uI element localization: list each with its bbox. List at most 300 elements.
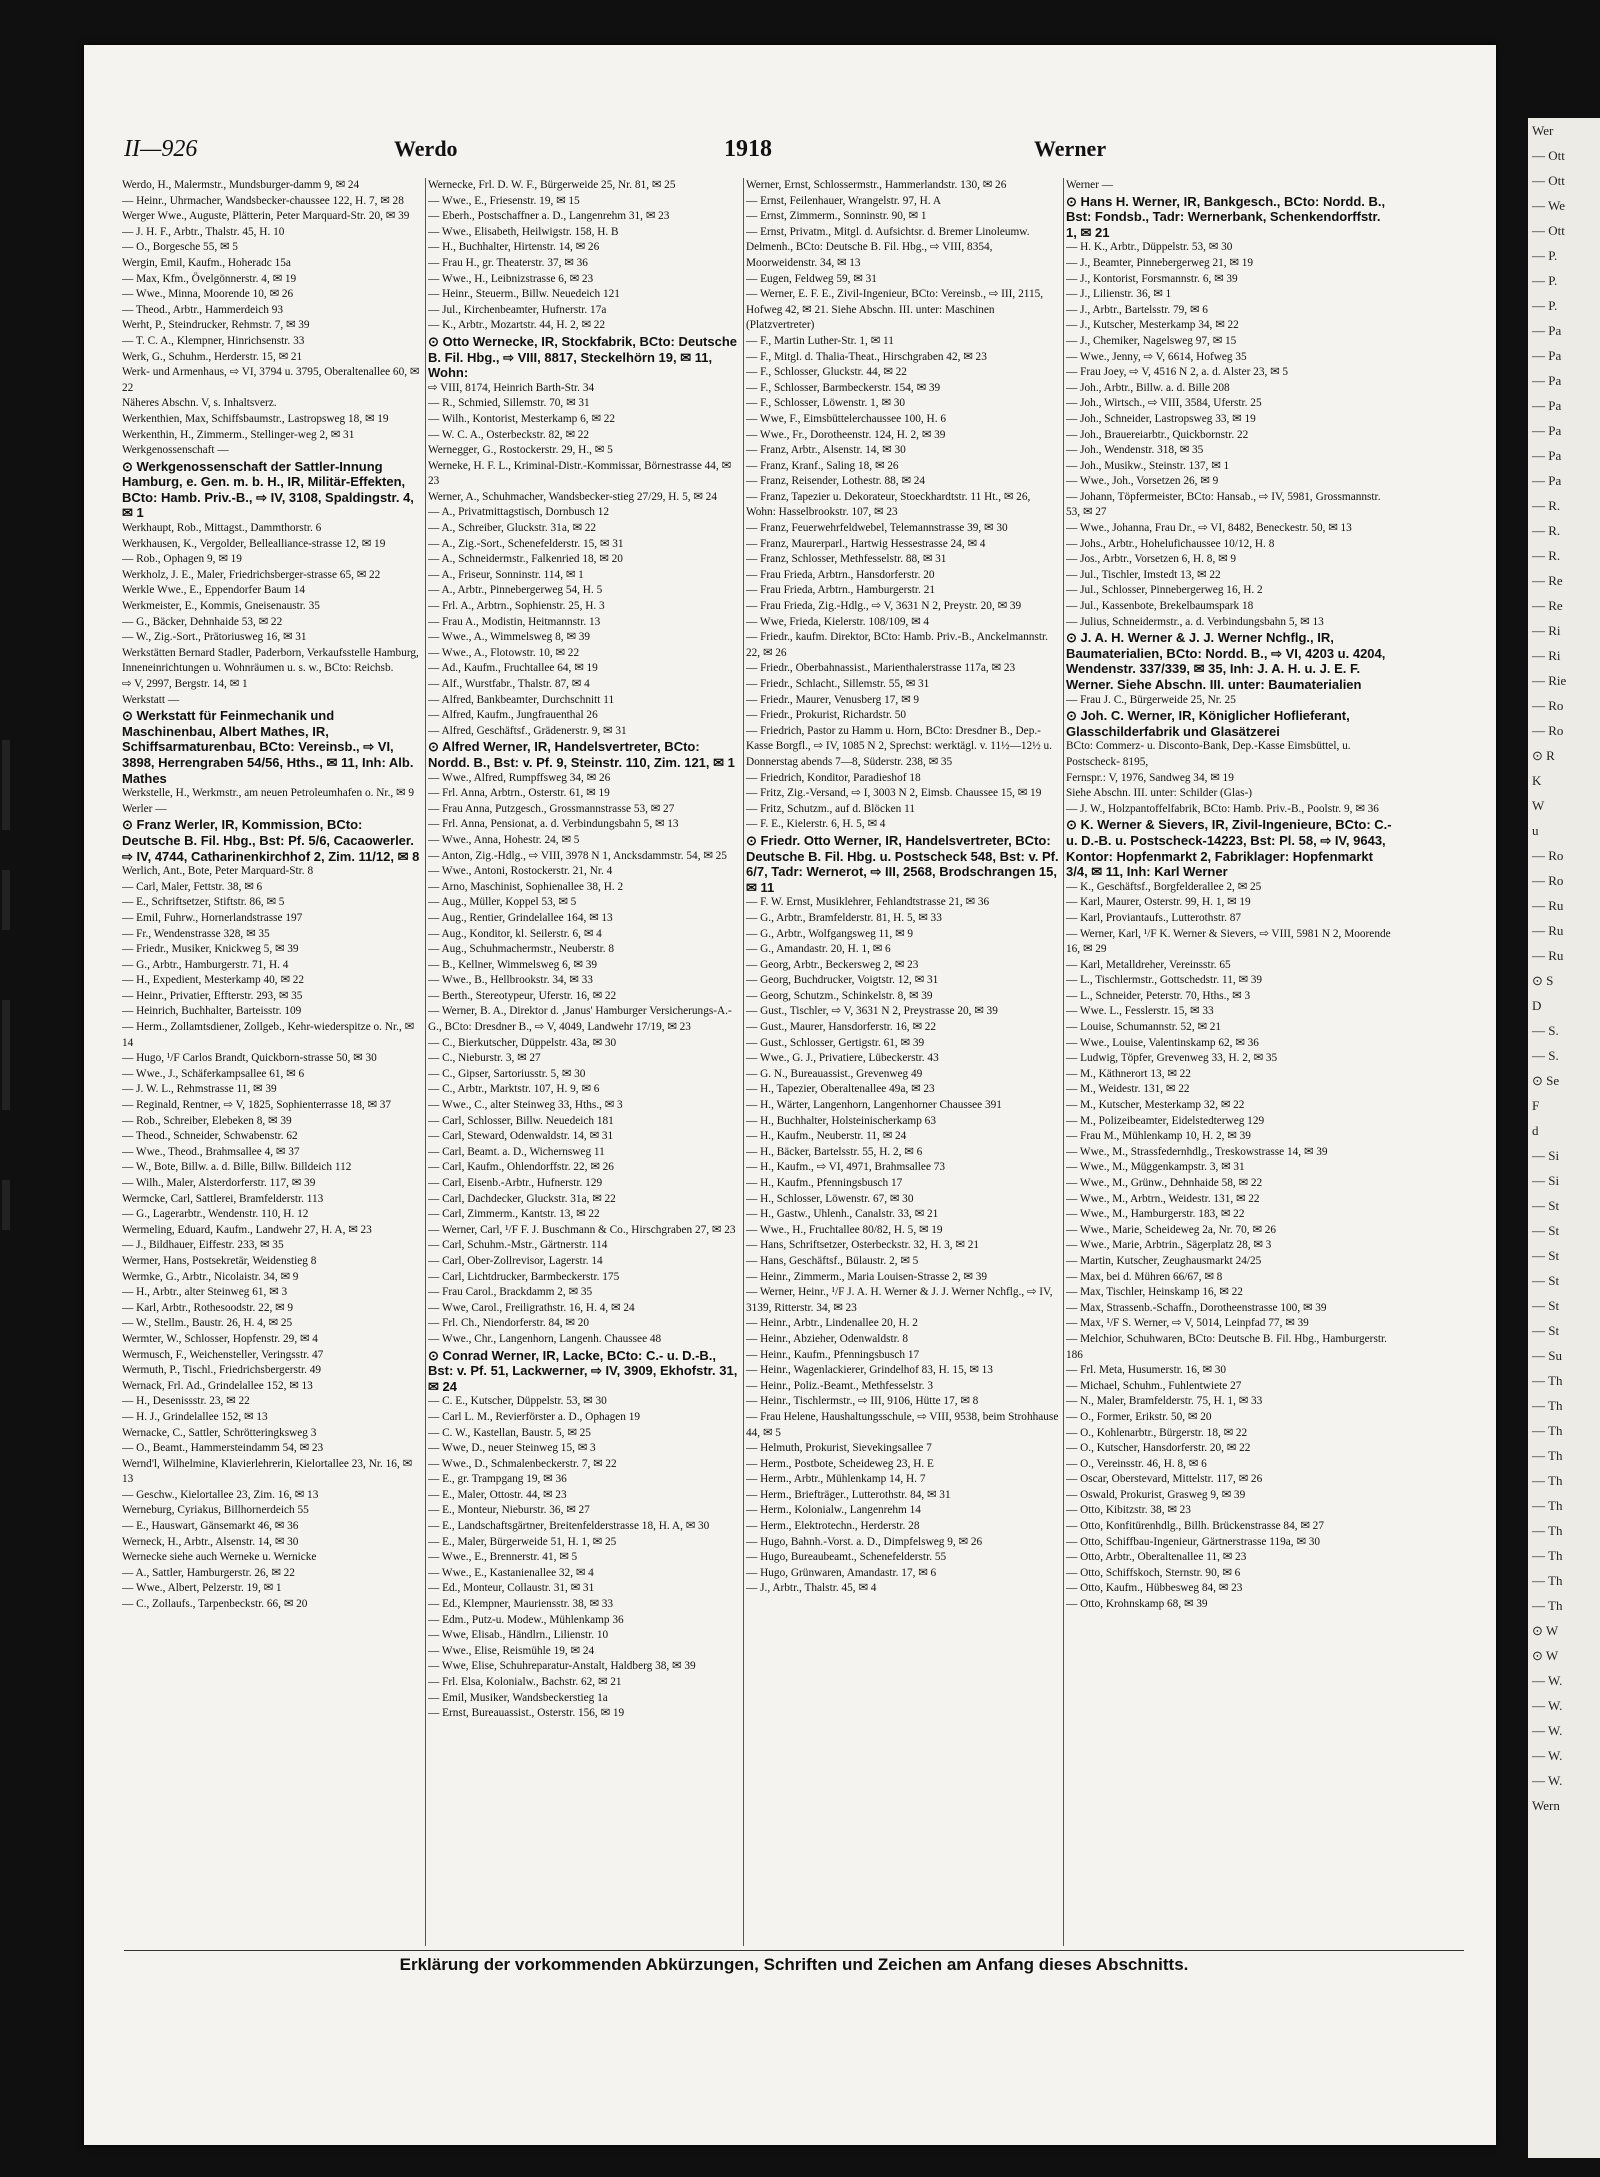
directory-entry: — Heinr., Wagenlackierer, Grindelhof 83, H. 15, ✉ 13	[746, 1364, 993, 1377]
directory-entry: — Wwe., Chr., Langenhorn, Langenh. Chaussee 48	[428, 1332, 662, 1345]
column-1	[122, 178, 424, 1948]
directory-entry: — Joh., Brauereiarbtr., Quickbornstr. 22	[1066, 428, 1249, 441]
directory-entry: — Friedr., Schlacht., Sillemstr. 55, ✉ 31	[746, 678, 930, 690]
directory-entry: — Karl, Proviantaufs., Lutterothstr. 87	[1066, 911, 1242, 924]
directory-entry: — Herm., Elektrotechn., Herderstr. 28	[746, 1520, 920, 1533]
directory-entry: — Wwe., M., Strassfedernhdlg., Treskowstrasse 14, ✉ 39	[1066, 1145, 1328, 1158]
directory-entry: — J., Kontorist, Forsmannstr. 6, ✉ 39	[1066, 272, 1238, 285]
footer-rule	[124, 1950, 1464, 1951]
adjacent-page-fragment: — W.	[1532, 1773, 1563, 1788]
adjacent-page-fragment: — Su	[1532, 1348, 1562, 1363]
directory-entry: — Melchior, Schuhwaren, BCto: Deutsche B. Fil. Hbg., Hamburgerstr. 186	[1066, 1332, 1387, 1361]
directory-entry: — A., Friseur, Sonninstr. 114, ✉ 1	[428, 568, 584, 581]
directory-entry: — O., Vereinsstr. 46, H. 8, ✉ 6	[1066, 1457, 1207, 1470]
directory-entry: Werkstelle, H., Werkmstr., am neuen Petroleumhafen o. Nr., ✉ 9	[122, 787, 414, 800]
directory-entry: — Frau Anna, Putzgesch., Grossmannstrasse 53, ✉ 27	[428, 802, 675, 815]
directory-entry: — J., Arbtr., Bartelsstr. 79, ✉ 6	[1066, 303, 1208, 316]
directory-entry: — E., gr. Trampgang 19, ✉ 36	[428, 1473, 567, 1486]
adjacent-page-fragment: Wern	[1532, 1798, 1560, 1813]
directory-entry: — Carl, Eisenb.-Arbtr., Hufnerstr. 129	[428, 1177, 603, 1189]
directory-entry: Werneke, H. F. L., Kriminal-Distr.-Kommissar, Börnestrasse 44, ✉ 23	[428, 459, 732, 488]
directory-entry: — F. W. Ernst, Musiklehrer, Fehlandtstrasse 21, ✉ 36	[746, 896, 990, 909]
adjacent-page-fragment: — We	[1532, 198, 1566, 213]
adjacent-page-fragment: — Ro	[1532, 848, 1564, 863]
directory-entry: — Frl. Ch., Niendorferstr. 84, ✉ 20	[428, 1317, 590, 1330]
directory-entry: — A., Privatmittagstisch, Dornbusch 12	[428, 506, 610, 519]
directory-entry: — Johs., Arbtr., Hohelufichaussee 10/12, H. 8	[1066, 537, 1275, 550]
directory-entry: — Wwe., Fr., Dorotheenstr. 124, H. 2, ✉ 39	[746, 428, 946, 441]
directory-entry: — J., Lilienstr. 36, ✉ 1	[1066, 288, 1172, 301]
directory-entry: Werkhaupt, Rob., Mittagst., Dammthorstr. 6	[122, 522, 322, 535]
directory-entry: — J., Arbtr., Thalstr. 45, ✉ 4	[746, 1582, 877, 1595]
directory-entry: — Otto, Konfitürenhdlg., Billh. Brückenstrasse 84, ✉ 27	[1066, 1520, 1324, 1533]
directory-entry: — Fr., Wendenstrasse 328, ✉ 35	[122, 927, 270, 940]
directory-entry: — Ernst, Privatm., Mitgl. d. Aufsichtsr. d. Bremer Linoleumw. Delmenh., BCto: Deutsche B. Fil. Hbg., ⇨ VIII, 8354,	[746, 225, 1030, 254]
directory-entry: — Frau H., gr. Theaterstr. 37, ✉ 36	[428, 256, 588, 269]
directory-entry: ⊙ Otto Wernecke, IR, Stockfabrik, BCto: Deutsche B. Fil. Hbg., ⇨ VIII, 8817, Steckelhörn 19, ✉ 11, Wohn:	[428, 333, 737, 381]
column-divider	[425, 178, 426, 1946]
directory-entry: — Carl, Lichtdrucker, Barmbeckerstr. 175	[428, 1270, 620, 1283]
binding-edge-marks	[0, 700, 14, 1400]
adjacent-page-fragment: ⊙ R	[1532, 748, 1555, 763]
adjacent-page-fragment: — Th	[1532, 1573, 1563, 1588]
adjacent-page-fragment: — W.	[1532, 1748, 1563, 1763]
directory-entry: — Wwe., Albert, Pelzerstr. 19, ✉ 1	[122, 1582, 282, 1595]
directory-entry: — Frl. Anna, Arbtrn., Osterstr. 61, ✉ 19	[428, 787, 610, 800]
directory-entry: — Wwe., B., Hellbrookstr. 34, ✉ 33	[428, 974, 593, 987]
directory-entry: — N., Maler, Bramfelderstr. 75, H. 1, ✉ 33	[1066, 1395, 1263, 1408]
directory-entry: — Heinr., Zimmerm., Maria Louisen-Strasse 2, ✉ 39	[746, 1270, 988, 1283]
directory-entry: Wermuth, P., Tischl., Friedrichsbergerstr. 49	[122, 1364, 322, 1377]
directory-entry: — Wwe., Jenny, ⇨ V, 6614, Hofweg 35	[1066, 350, 1247, 363]
directory-entry: — Jul., Tischler, Imstedt 13, ✉ 22	[1066, 568, 1221, 581]
directory-entry: — Frl. Meta, Husumerstr. 16, ✉ 30	[1066, 1364, 1227, 1377]
adjacent-page-fragment: — Pa	[1532, 323, 1562, 338]
directory-entry: — G., Arbtr., Hamburgerstr. 71, H. 4	[122, 958, 289, 971]
directory-entry: — Wwe., Marie, Scheideweg 2a, Nr. 70, ✉ 26	[1066, 1223, 1277, 1236]
directory-entry: — G., Amandastr. 20, H. 1, ✉ 6	[746, 943, 891, 956]
directory-entry: Näheres Abschn. V, s. Inhaltsverz.	[122, 397, 277, 410]
adjacent-page-fragment: F	[1532, 1098, 1540, 1113]
directory-entry: — Wwe, Elisab., Händlrn., Lilienstr. 10	[428, 1629, 609, 1642]
directory-entry: Werkholz, J. E., Maler, Friedrichsberger-strasse 65, ✉ 22	[122, 568, 381, 581]
directory-entry: — Gust., Schlosser, Gertigstr. 61, ✉ 39	[746, 1036, 925, 1049]
directory-entry: — Karl, Maurer, Osterstr. 99, H. 1, ✉ 19	[1066, 896, 1251, 909]
directory-entry: — Ed., Klempner, Mauriensstr. 38, ✉ 33	[428, 1598, 614, 1611]
directory-entry: — Franz, Arbtr., Alsenstr. 14, ✉ 30	[746, 444, 906, 457]
directory-entry: — Franz, Schlosser, Methfesselstr. 88, ✉ 31	[746, 553, 947, 566]
adjacent-page-fragment: u	[1532, 823, 1539, 838]
directory-entry: ⊙ Hans H. Werner, IR, Bankgesch., BCto: Nordd. B., Bst: Fondsb., Tadr: Wernerbank, Schenkendorffstr. 1, ✉ 21	[1066, 193, 1386, 240]
adjacent-page-fragment: — S.	[1532, 1048, 1559, 1063]
directory-entry: ⊙ Joh. C. Werner, IR, Königlicher Hoflieferant, Glasschilderfabrik und Glasätzerei	[1066, 708, 1350, 739]
directory-entry: — E., Hauswart, Gänsemarkt 46, ✉ 36	[122, 1520, 299, 1533]
directory-entry: — W., Bote, Billw. a. d. Bille, Billw. Billdeich 112	[122, 1161, 352, 1174]
directory-entry: — Carl, Steward, Odenwaldstr. 14, ✉ 31	[428, 1130, 614, 1143]
adjacent-page-fragment: Wer	[1532, 123, 1554, 138]
adjacent-page-fragment: — Pa	[1532, 423, 1562, 438]
directory-entry: — Frau Frieda, Zig.-Hdlg., ⇨ V, 3631 N 2, Preystr. 20, ✉ 39	[746, 600, 1022, 613]
directory-entry: — Aug., Rentier, Grindelallee 164, ✉ 13	[428, 911, 613, 924]
adjacent-page-fragment: — Th	[1532, 1373, 1563, 1388]
directory-entry: — Fritz, Schutzm., auf d. Blöcken 11	[746, 802, 916, 815]
directory-entry: — Oscar, Oberstevard, Mittelstr. 117, ✉ 26	[1066, 1473, 1263, 1486]
directory-entry: — Oswald, Prokurist, Grasweg 9, ✉ 39	[1066, 1488, 1246, 1501]
adjacent-page-fragment: — R.	[1532, 523, 1561, 538]
directory-entry: — Werner, Carl, ¹/F F. J. Buschmann & Co., Hirschgraben 27, ✉ 23	[428, 1223, 736, 1236]
directory-entry: — Friedr., Prokurist, Richardstr. 50	[746, 709, 907, 722]
directory-entry: — Wwe, Elise, Schuhreparatur-Anstalt, Haldberg 38, ✉ 39	[428, 1660, 696, 1673]
directory-entry: — M., Polizeibeamter, Eidelstedterweg 129	[1066, 1114, 1265, 1127]
adjacent-page-fragment: — P.	[1532, 248, 1558, 263]
adjacent-page-fragment: — Ott	[1532, 173, 1565, 188]
directory-entry: — H. K., Arbtr., Düppelstr. 53, ✉ 30	[1066, 241, 1233, 254]
directory-entry: — Heinr., Steuerm., Billw. Neuedeich 121	[428, 288, 620, 301]
directory-entry: — Julius, Schneidermstr., a. d. Verbindungsbahn 5, ✉ 13	[1066, 615, 1324, 628]
directory-entry: — Heinrich, Buchhalter, Barteisstr. 109	[122, 1005, 302, 1018]
directory-entry: Werht, P., Steindrucker, Rehmstr. 7, ✉ 39	[122, 319, 310, 332]
directory-entry: — Wwe., E., Brennerstr. 41, ✉ 5	[428, 1551, 578, 1564]
directory-entry: — Aug., Müller, Koppel 53, ✉ 5	[428, 896, 577, 909]
directory-entry: — Wwe., M., Müggenkampstr. 3, ✉ 31	[1066, 1161, 1245, 1174]
adjacent-page-fragment: — Ro	[1532, 698, 1564, 713]
directory-entry: — Wwe, Frieda, Kielerstr. 108/109, ✉ 4	[746, 615, 930, 628]
directory-entry: — Gust., Maurer, Hansdorferstr. 16, ✉ 22	[746, 1021, 937, 1034]
directory-entry: — Hugo, ¹/F Carlos Brandt, Quickborn-strasse 50, ✉ 30	[122, 1052, 377, 1065]
adjacent-page-fragment: — Ru	[1532, 923, 1564, 938]
directory-entry: — B., Kellner, Wimmelsweg 6, ✉ 39	[428, 958, 597, 971]
adjacent-page-fragment: — St	[1532, 1273, 1560, 1288]
directory-entry: — Berth., Stereotypeur, Uferstr. 16, ✉ 22	[428, 989, 617, 1002]
directory-entry: Wernd'l, Wilhelmine, Klavierlehrerin, Kielortallee 23, Nr. 16, ✉ 13	[122, 1457, 413, 1486]
adjacent-page-fragment: — St	[1532, 1323, 1560, 1338]
directory-entry: — Karl, Arbtr., Rothesoodstr. 22, ✉ 9	[122, 1301, 294, 1314]
directory-entry: — Georg, Schutzm., Schinkelstr. 8, ✉ 39	[746, 989, 933, 1002]
column-4	[1066, 178, 1394, 1948]
directory-entry: — Carl, Schlosser, Billw. Neuedeich 181	[428, 1114, 614, 1127]
directory-entry: — Emil, Musiker, Wandsbeckerstieg 1a	[428, 1691, 608, 1704]
directory-entry: — C., Zollaufs., Tarpenbeckstr. 66, ✉ 20	[122, 1598, 308, 1611]
directory-entry: BCto: Commerz- u. Disconto-Bank, Dep.-Kasse Eimsbüttel, u. Postscheck- 8195,	[1066, 740, 1351, 768]
adjacent-page-fragment: — P.	[1532, 298, 1558, 313]
directory-entry: — J., Chemiker, Nagelsweg 97, ✉ 15	[1066, 334, 1237, 347]
directory-entry: — Frl. A., Arbtrn., Sophienstr. 25, H. 3	[428, 600, 605, 613]
directory-entry: ⊙ Franz Werler, IR, Kommission, BCto: Deutsche B. Fil. Hbg., Bst: Pf. 5/6, Cacaowerler. ⇨ IV, 4744, Catharinenkirchhof 2, Zim. 11/12, ✉ 8	[122, 817, 420, 864]
adjacent-page-fragment: — Rie	[1532, 673, 1567, 688]
directory-entry: — Friedrich, Konditor, Paradieshof 18	[746, 771, 921, 784]
directory-entry: — Ernst, Feilenhauer, Wrangelstr. 97, H. A	[746, 194, 941, 207]
directory-entry: — Rob., Ophagen 9, ✉ 19	[122, 553, 242, 566]
directory-entry: — Ludwig, Töpfer, Grevenweg 33, H. 2, ✉ 35	[1066, 1052, 1278, 1065]
directory-entry: — T. C. A., Klempner, Hinrichsenstr. 33	[122, 334, 305, 347]
directory-entry: — H., Kaufm., Neuberstr. 11, ✉ 24	[746, 1130, 907, 1143]
directory-entry: — Ernst, Bureauassist., Osterstr. 156, ✉ 19	[428, 1707, 625, 1720]
directory-entry: — Wwe. L., Fesslerstr. 15, ✉ 33	[1066, 1005, 1214, 1018]
adjacent-page-fragment: — W.	[1532, 1673, 1563, 1688]
directory-entry: — Max, Kfm., Övelgönnerstr. 4, ✉ 19	[122, 272, 297, 285]
directory-entry: — Otto, Schiffbau-Ingenieur, Gärtnerstrasse 119a, ✉ 30	[1066, 1535, 1321, 1548]
directory-entry: — Fritz, Zig.-Versand, ⇨ I, 3003 N 2, Eimsb. Chaussee 15, ✉ 19	[746, 787, 1042, 800]
directory-entry: — Wwe., C., alter Steinweg 33, Hths., ✉ 3	[428, 1099, 623, 1112]
directory-entry: Wermer, Hans, Postsekretär, Weidenstieg 8	[122, 1254, 317, 1267]
directory-entry: — Anton, Zig.-Hdlg., ⇨ VIII, 3978 N 1, Ancksdammstr. 54, ✉ 25	[428, 849, 727, 862]
adjacent-page-edge	[1528, 118, 1600, 2158]
directory-entry: — Wwe, D., neuer Steinweg 15, ✉ 3	[428, 1442, 596, 1455]
directory-entry: — J., Kutscher, Mesterkamp 34, ✉ 22	[1066, 319, 1239, 332]
column-divider	[743, 178, 744, 1946]
directory-entry: — E., Monteur, Nieburstr. 36, ✉ 27	[428, 1504, 590, 1517]
adjacent-page-fragment: — Si	[1532, 1173, 1560, 1188]
directory-entry: — Wwe., Elisabeth, Heilwigstr. 158, H. B	[428, 225, 619, 238]
directory-entry: Werler —	[122, 802, 167, 815]
directory-entry: ⇨ VIII, 8174, Heinrich Barth-Str. 34	[428, 381, 595, 394]
directory-entry: ⊙ Conrad Werner, IR, Lacke, BCto: C.- u. D.-B., Bst: v. Pf. 51, Lackwerner, ⇨ IV, 3909, Ekhofstr. 31, ✉ 24	[428, 1347, 738, 1394]
adjacent-page-fragment: — Ro	[1532, 873, 1564, 888]
directory-entry: — Herm., Postbote, Scheideweg 23, H. E	[746, 1457, 934, 1470]
directory-entry: — Wwe., Anna, Hohestr. 24, ✉ 5	[428, 833, 580, 846]
directory-entry: — Georg, Arbtr., Beckersweg 2, ✉ 23	[746, 958, 919, 971]
directory-entry: — Wilh., Kontorist, Mesterkamp 6, ✉ 22	[428, 412, 616, 425]
directory-entry: Werk, G., Schuhm., Herderstr. 15, ✉ 21	[122, 350, 303, 363]
directory-entry: Werkenthin, H., Zimmerm., Stellinger-weg 2, ✉ 31	[122, 428, 355, 441]
directory-entry: — Werner, Karl, ¹/F K. Werner & Sievers, ⇨ VIII, 5981 N 2, Moorende 16, ✉ 29	[1066, 927, 1391, 956]
directory-entry: — Ad., Kaufm., Fruchtallee 64, ✉ 19	[428, 662, 598, 675]
directory-entry: — Werner, E. F. E., Zivil-Ingenieur, BCto: Vereinsb., ⇨ III, 2115, Hofweg 42, ✉ 21. Siehe Abschn. III. unter: Maschinen (Platzvertreter)	[746, 288, 1044, 332]
directory-entry: — Joh., Wendenstr. 318, ✉ 35	[1066, 444, 1204, 457]
directory-entry: — Wwe., Louise, Valentinskamp 62, ✉ 36	[1066, 1036, 1259, 1049]
directory-entry: Wermusch, F., Weichensteller, Veringsstr. 47	[122, 1348, 324, 1361]
adjacent-page-fragment: — Th	[1532, 1448, 1563, 1463]
directory-entry: — Wwe., D., Schmalenbeckerstr. 7, ✉ 22	[428, 1457, 617, 1470]
directory-entry: — Franz, Feuerwehrfeldwebel, Telemannstrasse 39, ✉ 30	[746, 522, 1008, 535]
adjacent-page-fragment: — Pa	[1532, 348, 1562, 363]
footer-note: Erklärung der vorkommenden Abkürzungen, Schriften und Zeichen am Anfang dieses Abschnitts.	[399, 1955, 1189, 1974]
directory-entry: — H., Buchhalter, Holsteinischerkamp 63	[746, 1114, 936, 1127]
directory-entry: — Frau Helene, Haushaltungsschule, ⇨ VIII, 9538, beim Strohhause 44, ✉ 5	[746, 1410, 1059, 1439]
directory-entry: — Hans, Geschäftsf., Bülaustr. 2, ✉ 5	[746, 1254, 919, 1267]
directory-entry: — Herm., Kolonialw., Langenrehm 14	[746, 1504, 921, 1517]
directory-entry: — Franz, Reisender, Lothestr. 88, ✉ 24	[746, 475, 926, 488]
directory-entry: Werdo, H., Malermstr., Mundsburger-damm 9, ✉ 24	[122, 179, 360, 191]
directory-entry: — C., Nieburstr. 3, ✉ 27	[428, 1052, 541, 1065]
directory-entry: — A., Schneidermstr., Falkenried 18, ✉ 20	[428, 553, 623, 566]
directory-entry: — G. N., Bureauassist., Grevenweg 49	[746, 1067, 923, 1080]
directory-entry: — Wilh., Maler, Alsterdorferstr. 117, ✉ 39	[122, 1177, 316, 1189]
directory-entry: — Carl, Zimmerm., Kantstr. 13, ✉ 22	[428, 1208, 600, 1221]
directory-entry: Wernecke, Frl. D. W. F., Bürgerweide 25, Nr. 81, ✉ 25	[428, 179, 676, 191]
directory-entry: — Otto, Arbtr., Oberaltenallee 11, ✉ 23	[1066, 1551, 1247, 1564]
adjacent-page-fragment: — Ro	[1532, 723, 1564, 738]
directory-entry: ⊙ K. Werner & Sievers, IR, Zivil-Ingenieure, BCto: C.- u. D.-B. u. Postscheck-14223, Bst: Pl. 58, ⇨ IV, 9643, Kontor: Hopfenmarkt 2, Fabriklager: Hopfenmarkt 3/4, ✉ 11, Inh: Karl Werner	[1066, 817, 1392, 880]
directory-entry: — Friedr., Oberbahnassist., Marienthalerstrasse 117a, ✉ 23	[746, 662, 1016, 675]
adjacent-page-fragment: — Ru	[1532, 948, 1564, 963]
directory-entry: — A., Zig.-Sort., Schenefelderstr. 15, ✉ 31	[428, 537, 624, 550]
directory-entry: — H., Wärter, Langenhorn, Langenhorner Chaussee 391	[746, 1099, 1002, 1112]
directory-entry: — Hans, Schriftsetzer, Osterbeckstr. 32, H. 3, ✉ 21	[746, 1239, 980, 1252]
directory-entry: — Wwe., M., Grünw., Dehnhaide 58, ✉ 22	[1066, 1177, 1263, 1189]
directory-entry: — Wwe., Theod., Brahmsallee 4, ✉ 37	[122, 1145, 300, 1158]
directory-entry: — W., Zig.-Sort., Prätoriusweg 16, ✉ 31	[122, 631, 307, 644]
directory-entry: — Heinr., Kaufm., Pfenningsbusch 17	[746, 1348, 920, 1361]
directory-entry: — Wwe., H., Fruchtallee 80/82, H. 5, ✉ 19	[746, 1223, 943, 1236]
adjacent-page-fragment: — Pa	[1532, 398, 1562, 413]
directory-entry: — H. J., Grindelallee 152, ✉ 13	[122, 1410, 268, 1423]
directory-entry: — F., Schlosser, Barmbeckerstr. 154, ✉ 39	[746, 381, 941, 394]
directory-entry: — Aug., Schuhmachermstr., Neuberstr. 8	[428, 943, 615, 956]
directory-entry: — O., Kutscher, Hansdorferstr. 20, ✉ 22	[1066, 1442, 1251, 1455]
directory-entry: — W. C. A., Osterbeckstr. 82, ✉ 22	[428, 428, 590, 441]
running-header	[124, 136, 1462, 172]
directory-entry: — C., Gipser, Sartoriusstr. 5, ✉ 30	[428, 1067, 586, 1080]
directory-entry: — O., Former, Erikstr. 50, ✉ 20	[1066, 1410, 1212, 1423]
directory-entry: — O., Beamt., Hammersteindamm 54, ✉ 23	[122, 1442, 324, 1455]
directory-entry: — G., Lagerarbtr., Wendenstr. 110, H. 12	[122, 1208, 309, 1221]
directory-entry: — Herm., Briefträger., Lutterothstr. 84, ✉ 31	[746, 1488, 951, 1501]
directory-entry: — A., Arbtr., Pinnebergerweg 54, H. 5	[428, 584, 603, 597]
adjacent-page-fragment: — Th	[1532, 1548, 1563, 1563]
directory-entry: — F., Mitgl. d. Thalia-Theat., Hirschgraben 42, ✉ 23	[746, 350, 987, 363]
directory-entry: — H., Bäcker, Bartelsstr. 55, H. 2, ✉ 6	[746, 1145, 923, 1158]
adjacent-page-fragment: — Ott	[1532, 148, 1565, 163]
directory-entry: — H., Kaufm., Pfenningsbusch 17	[746, 1177, 903, 1189]
directory-entry: Werkhausen, K., Vergolder, Bellealliance-strasse 12, ✉ 19	[122, 537, 386, 550]
directory-entry: — Carl, Dachdecker, Gluckstr. 31a, ✉ 22	[428, 1192, 616, 1205]
directory-entry: — Wwe., J., Schäferkampsallee 61, ✉ 6	[122, 1067, 305, 1080]
adjacent-page-fragment: ⊙ Se	[1532, 1073, 1560, 1088]
directory-entry: — M., Käthnerort 13, ✉ 22	[1066, 1067, 1191, 1080]
directory-entry: — Heinr., Tischlermstr., ⇨ III, 9106, Hütte 17, ✉ 8	[746, 1395, 979, 1408]
directory-entry: — Jul., Kassenbote, Brekelbaumspark 18	[1066, 600, 1254, 613]
directory-entry: Werk- und Armenhaus, ⇨ VI, 3794 u. 3795, Oberaltenallee 60, ✉ 22	[122, 366, 420, 394]
directory-entry: — H., Buchhalter, Hirtenstr. 14, ✉ 26	[428, 241, 600, 254]
directory-entry: — Gust., Tischler, ⇨ V, 3631 N 2, Preystrasse 20, ✉ 39	[746, 1005, 998, 1018]
adjacent-page-fragment: — P.	[1532, 273, 1558, 288]
directory-entry: — F. E., Kielerstr. 6, H. 5, ✉ 4	[746, 818, 886, 831]
directory-entry: — Max, ¹/F S. Werner, ⇨ V, 5014, Leinpfad 77, ✉ 39	[1066, 1317, 1309, 1330]
directory-entry: Fernspr.: V, 1976, Sandweg 34, ✉ 19	[1066, 771, 1234, 784]
adjacent-page-fragment: W	[1532, 798, 1545, 813]
adjacent-page-fragment: K	[1532, 773, 1542, 788]
directory-entry: — Carl, Schuhm.-Mstr., Gärtnerstr. 114	[428, 1239, 608, 1252]
adjacent-page-fragment: — Th	[1532, 1598, 1563, 1613]
adjacent-page-fragment: — Ru	[1532, 898, 1564, 913]
adjacent-page-fragment: — Pa	[1532, 448, 1562, 463]
directory-entry: — C. W., Kastellan, Baustr. 5, ✉ 25	[428, 1426, 591, 1439]
directory-entry: — Jul., Schlosser, Pinnebergerweg 16, H. 2	[1066, 584, 1263, 597]
directory-entry: — Max, Tischler, Heinskamp 16, ✉ 22	[1066, 1286, 1243, 1299]
adjacent-page-fragment: — W.	[1532, 1723, 1563, 1738]
directory-entry: — Friedrich, Pastor zu Hamm u. Horn, BCto: Dresdner B., Dep.-Kasse Borgfl., ⇨ IV, 1085 N 2, Sprechst: werktägl. v. 11½—12½ u. Donnerstag abends 7—8, Süderstr. 238, ✉ 35	[746, 724, 1052, 768]
directory-entry: — Wwe., A., Wimmelsweg 8, ✉ 39	[428, 631, 591, 644]
directory-entry: — Franz, Maurerparl., Hartwig Hessestrasse 24, ✉ 4	[746, 537, 986, 550]
directory-entry: ⊙ Alfred Werner, IR, Handelsvertreter, BCto: Nordd. B., Bst: v. Pf. 9, Steinstr. 110, Zim. 121, ✉ 1	[428, 739, 735, 770]
directory-entry: — Frl. Elsa, Kolonialw., Bachstr. 62, ✉ 21	[428, 1676, 622, 1688]
directory-entry: — Reginald, Rentner, ⇨ V, 1825, Sophienterrasse 18, ✉ 37	[122, 1099, 392, 1112]
directory-entry: — Frl. Anna, Pensionat, a. d. Verbindungsbahn 5, ✉ 13	[428, 818, 679, 831]
directory-entry: — Johann, Töpfermeister, BCto: Hansab., ⇨ IV, 5981, Grossmannstr. 53, ✉ 27	[1066, 490, 1381, 519]
directory-entry: — Theod., Schneider, Schwabenstr. 62	[122, 1130, 298, 1143]
directory-entry: — Frau M., Mühlenkamp 10, H. 2, ✉ 39	[1066, 1130, 1251, 1143]
directory-entry: — Wwe, F., Eimsbüttelerchaussee 100, H. 6	[746, 412, 946, 425]
directory-entry: — Alfred, Geschäftsf., Grädenerstr. 9, ✉ 31	[428, 724, 627, 737]
directory-entry: Werkenthien, Max, Schiffsbaumstr., Lastropsweg 18, ✉ 19	[122, 412, 389, 425]
adjacent-page-fragment: d	[1532, 1123, 1539, 1138]
directory-entry: — Carl, Beamt. a. D., Wichernsweg 11	[428, 1145, 605, 1158]
directory-entry: — H., Kaufm., ⇨ VI, 4971, Brahmsallee 73	[746, 1161, 946, 1174]
directory-entry: — C., Bierkutscher, Düppelstr. 43a, ✉ 30	[428, 1036, 617, 1049]
directory-entry: ⊙ J. A. H. Werner & J. J. Werner Nchflg., IR, Baumaterialien, BCto: Nordd. B., ⇨ VI, 4203 u. 4204, Wendenstr. 337/339, ✉ 35, Inh: J. A. H. u. J. E. F. Werner. Siehe Abschn. III. unter: Baumaterialien	[1066, 630, 1386, 692]
directory-entry: — Frau Frieda, Arbtrn., Hamburgerstr. 21	[746, 584, 935, 597]
directory-entry: — J., Beamter, Pinnebergerweg 21, ✉ 19	[1066, 256, 1254, 269]
directory-entry: — E., Maler, Ottostr. 44, ✉ 23	[428, 1488, 567, 1501]
directory-entry: — Carl, Maler, Fettstr. 38, ✉ 6	[122, 880, 263, 893]
directory-entry: — Alfred, Kaufm., Jungfrauenthal 26	[428, 709, 598, 722]
directory-entry: — Werner, Heinr., ¹/F J. A. H. Werner & J. J. Werner Nchflg., ⇨ IV, 3139, Ritterstr. 34, ✉ 23	[746, 1286, 1053, 1314]
directory-entry: — Heinr., Poliz.-Beamt., Methfesselstr. 3	[746, 1379, 933, 1392]
directory-entry: — Michael, Schuhm., Fuhlentwiete 27	[1066, 1379, 1242, 1392]
directory-entry: Werkstätten Bernard Stadler, Paderborn, Verkaufsstelle Hamburg, Inneneinrichtungen u. Wohnräumen u. s. w., BCto: Reichsb.	[122, 646, 419, 675]
directory-entry: — Wwe., M., Hamburgerstr. 183, ✉ 22	[1066, 1208, 1245, 1221]
directory-entry: — Ed., Monteur, Collaustr. 31, ✉ 31	[428, 1582, 595, 1595]
directory-entry: — Max, bei d. Mühren 66/67, ✉ 8	[1066, 1270, 1223, 1283]
directory-entry: — G., Bäcker, Dehnhaide 53, ✉ 22	[122, 615, 283, 628]
directory-entry: — Wwe., Alfred, Rumpffsweg 34, ✉ 26	[428, 771, 611, 784]
adjacent-page-fragment: — Th	[1532, 1398, 1563, 1413]
directory-entry: — Franz, Kranf., Saling 18, ✉ 26	[746, 459, 899, 472]
directory-entry: Werkmeister, E., Kommis, Gneisenaustr. 35	[122, 600, 320, 613]
adjacent-page-fragment: — Re	[1532, 598, 1563, 613]
directory-entry: — Wwe., A., Flotowstr. 10, ✉ 22	[428, 646, 580, 659]
directory-entry: — F., Schlosser, Löwenstr. 1, ✉ 30	[746, 397, 906, 410]
directory-entry: — W., Stellm., Baustr. 26, H. 4, ✉ 25	[122, 1317, 293, 1330]
directory-entry: — Arno, Maschinist, Sophienallee 38, H. 2	[428, 880, 624, 893]
directory-entry: — Wwe., M., Arbtrn., Weidestr. 131, ✉ 22	[1066, 1192, 1260, 1205]
adjacent-page-fragment: — Ri	[1532, 623, 1561, 638]
directory-entry: — H., Gastw., Uhlenh., Canalstr. 33, ✉ 21	[746, 1208, 939, 1221]
directory-entry: — Otto, Kaufm., Hübbesweg 84, ✉ 23	[1066, 1582, 1243, 1595]
directory-entry: — J., Bildhauer, Eiffestr. 233, ✉ 35	[122, 1239, 284, 1252]
directory-entry: — M., Weidestr. 131, ✉ 22	[1066, 1083, 1190, 1096]
directory-entry: — Frau A., Modistin, Heitmannstr. 13	[428, 615, 601, 628]
directory-entry: — J. H. F., Arbtr., Thalstr. 45, H. 10	[122, 225, 285, 238]
directory-entry: — Carl, Ober-Zollrevisor, Lagerstr. 14	[428, 1254, 603, 1267]
adjacent-page-fragment: ⊙ W	[1532, 1648, 1559, 1663]
directory-entry: — Joh., Wirtsch., ⇨ VIII, 3584, Uferstr. 25	[1066, 397, 1262, 410]
directory-entry: — H., Desenissstr. 23, ✉ 22	[122, 1395, 250, 1408]
directory-entry: — Heinr., Arbtr., Lindenallee 20, H. 2	[746, 1317, 918, 1330]
adjacent-page-fragment: — Si	[1532, 1148, 1560, 1163]
directory-entry: — K., Geschäftsf., Borgfelderallee 2, ✉ 25	[1066, 880, 1262, 893]
directory-entry: Werner, Ernst, Schlossermstr., Hammerlandstr. 130, ✉ 26	[746, 179, 1007, 191]
directory-entry: — Frau Frieda, Arbtrn., Hansdorferstr. 20	[746, 568, 935, 581]
adjacent-page-fragment: — Ott	[1532, 223, 1565, 238]
directory-entry: ⊙ Werkstatt für Feinmechanik und Maschinenbau, Albert Mathes, IR, Schiffsarmaturenbau, BCto: Vereinsb., ⇨ VI, 3898, Herrengraben 54/56, Hths., ✉ 11, Inh: Alb. Mathes	[122, 708, 414, 786]
directory-entry: — O., Borgesche 55, ✉ 5	[122, 241, 238, 254]
directory-entry: — Eberh., Postschaffner a. D., Langenrehm 31, ✉ 23	[428, 210, 670, 223]
adjacent-page-fragment: — St	[1532, 1298, 1560, 1313]
page-number: II—926	[124, 136, 198, 162]
directory-entry: — E., Maler, Bürgerweide 51, H. 1, ✉ 25	[428, 1535, 617, 1548]
directory-entry: — Carl, Kaufm., Ohlendorffstr. 22, ✉ 26	[428, 1161, 614, 1174]
directory-entry: — Geschw., Kielortallee 23, Zim. 16, ✉ 13	[122, 1488, 319, 1501]
adjacent-page-fragment: ⊙ W	[1532, 1623, 1559, 1638]
directory-entry: — L., Schneider, Peterstr. 70, Hths., ✉ 3	[1066, 989, 1251, 1002]
directory-entry: — Eugen, Feldweg 59, ✉ 31	[746, 272, 877, 285]
adjacent-page-fragment: — St	[1532, 1198, 1560, 1213]
adjacent-page-fragment: — St	[1532, 1248, 1560, 1263]
directory-entry: — Hugo, Grünwaren, Amandastr. 17, ✉ 6	[746, 1566, 937, 1579]
first-keyword: Werdo	[394, 136, 458, 161]
